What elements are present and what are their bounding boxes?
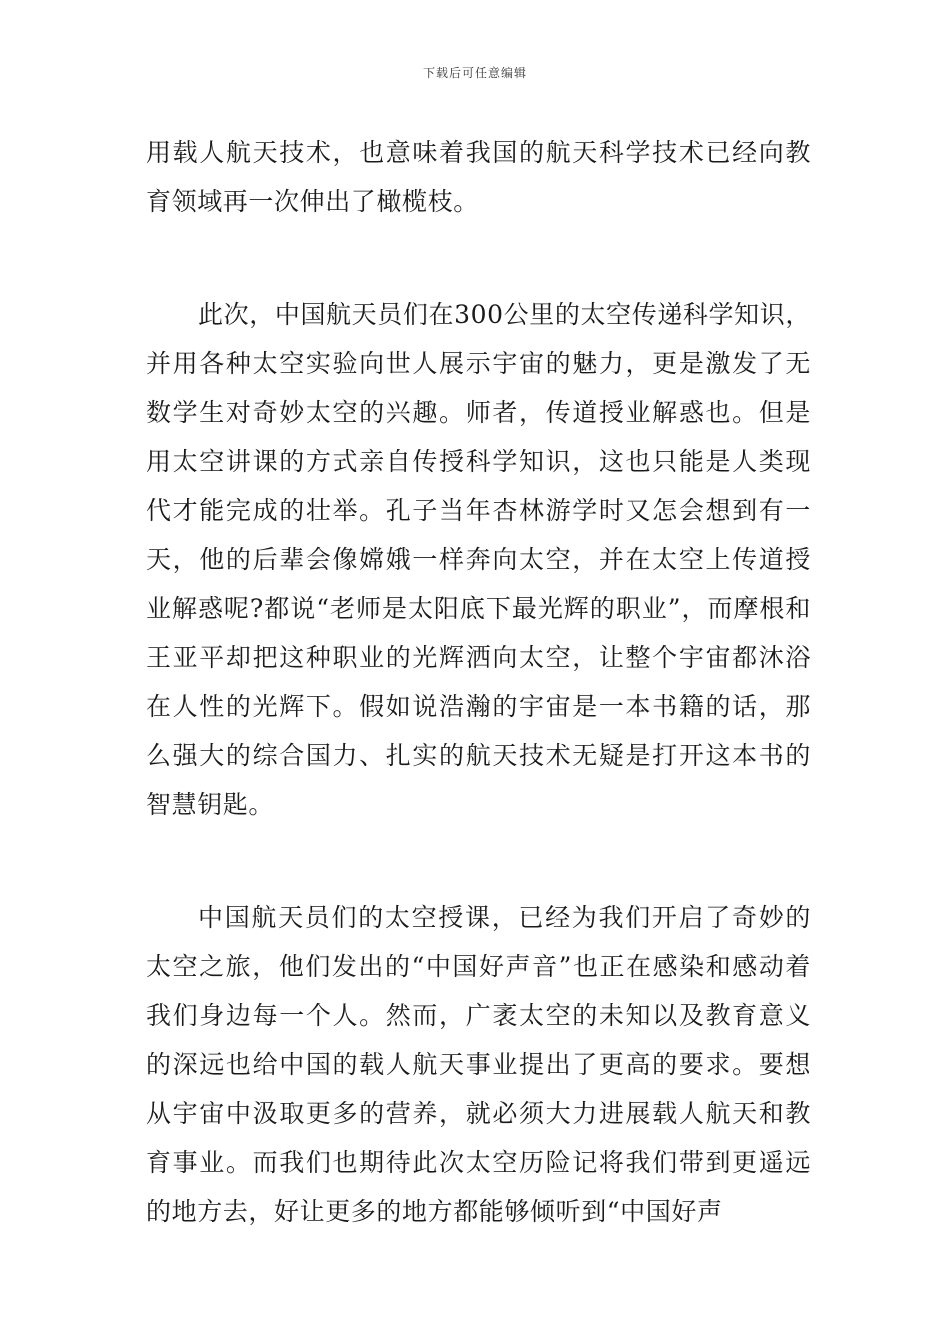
- page-header-note: 下载后可任意编辑: [422, 66, 527, 80]
- paragraph-continuation: 用载人航天技术，也意味着我国的航天科学技术已经向教育领域再一次伸出了橄榄枝。: [146, 138, 811, 216]
- paragraph-conclusion: 中国航天员们的太空授课，已经为我们开启了奇妙的太空之旅，他们发出的“中国好声音”也正在感染和感动着我们身边每一个人。然而，广袤太空的未知以及教育意义的深远也给中国的载人航天事业提出了更高的要求。要想从宇宙中汲取更多的营养，就必须大力进展载人航天和教育事业。而我们也期待此次太空历险记将我们带到更遥远的地方去，好让更多的地方都能够倾听到“中国好声: [146, 903, 811, 1226]
- document-body: [146, 128, 811, 1236]
- paragraph-space-lecture: 此次，中国航天员们在300公里的太空传递科学知识，并用各种太空实验向世人展示宇宙的魅力，更是激发了无数学生对奇妙太空的兴趣。师者，传道授业解惑也。但是用太空讲课的方式亲自传授科学知识，这也只能是人类现代才能完成的壮举。孔子当年杏林游学时又怎会想到有一天，他的后辈会像嫦娥一样奔向太空，并在太空上传道授业解惑呢?都说“老师是太阳底下最光辉的职业”，而摩根和王亚平却把这种职业的光辉洒向太空，让整个宇宙都沐浴在人性的光辉下。假如说浩瀚的宇宙是一本书籍的话，那么强大的综合国力、扎实的航天技术无疑是打开这本书的智慧钥匙。: [146, 300, 811, 819]
